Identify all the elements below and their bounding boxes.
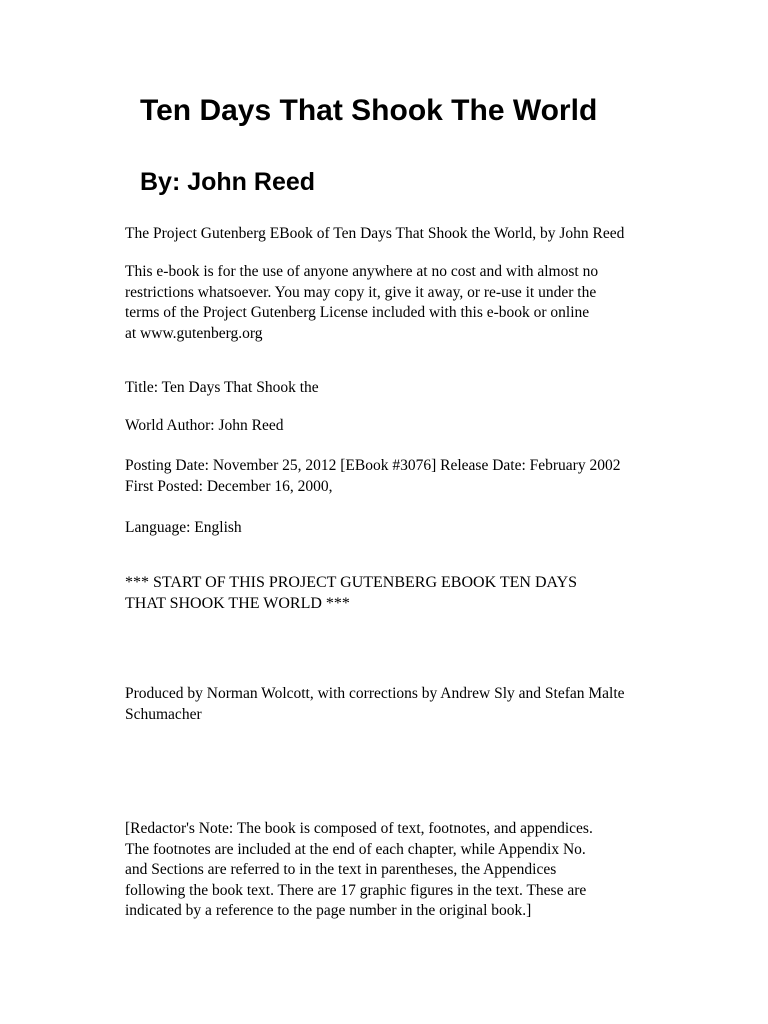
start-marker-line: *** START OF THIS PROJECT GUTENBERG EBOOK TEN DAYS xyxy=(125,574,578,591)
posting-metadata xyxy=(125,455,620,497)
author-metadata: World Author: John Reed xyxy=(125,417,284,434)
note-line: and Sections are referred to in the text in parentheses, the Appendices xyxy=(125,861,557,878)
redactor-note-paragraph xyxy=(125,819,593,922)
start-marker xyxy=(125,572,577,614)
license-paragraph xyxy=(125,262,598,344)
posting-line: Posting Date: November 25, 2012 [EBook #3076] Release Date: February 2002 xyxy=(125,457,621,474)
start-marker-line: THAT SHOOK THE WORLD *** xyxy=(125,595,350,612)
posting-line: First Posted: December 16, 2000, xyxy=(125,478,333,495)
note-line: The footnotes are included at the end of each chapter, while Appendix No. xyxy=(125,840,586,858)
produced-by-paragraph xyxy=(125,684,625,725)
language-metadata: Language: English xyxy=(125,519,242,536)
produced-line: Produced by Norman Wolcott, with corrections by Andrew Sly and Stefan Malte xyxy=(125,685,625,702)
title-metadata: Title: Ten Days That Shook the xyxy=(125,379,319,396)
produced-line: Schumacher xyxy=(125,705,202,723)
license-line: at www.gutenberg.org xyxy=(125,324,263,342)
intro-paragraph: The Project Gutenberg EBook of Ten Days That Shook the World, by John Reed xyxy=(125,225,625,242)
license-line: terms of the Project Gutenberg License included with this e-book or online xyxy=(125,304,590,321)
note-line: following the book text. There are 17 graphic figures in the text. These are xyxy=(125,881,587,899)
book-title: Ten Days That Shook The World xyxy=(140,94,598,127)
license-line: This e-book is for the use of anyone anywhere at no cost and with almost no xyxy=(125,263,599,280)
book-author-byline: By: John Reed xyxy=(140,168,316,196)
note-line: [Redactor's Note: The book is composed of text, footnotes, and appendices. xyxy=(125,820,593,837)
note-line: indicated by a reference to the page number in the original book.] xyxy=(125,902,532,919)
license-line: restrictions whatsoever. You may copy it, give it away, or re-use it under the xyxy=(125,283,597,301)
